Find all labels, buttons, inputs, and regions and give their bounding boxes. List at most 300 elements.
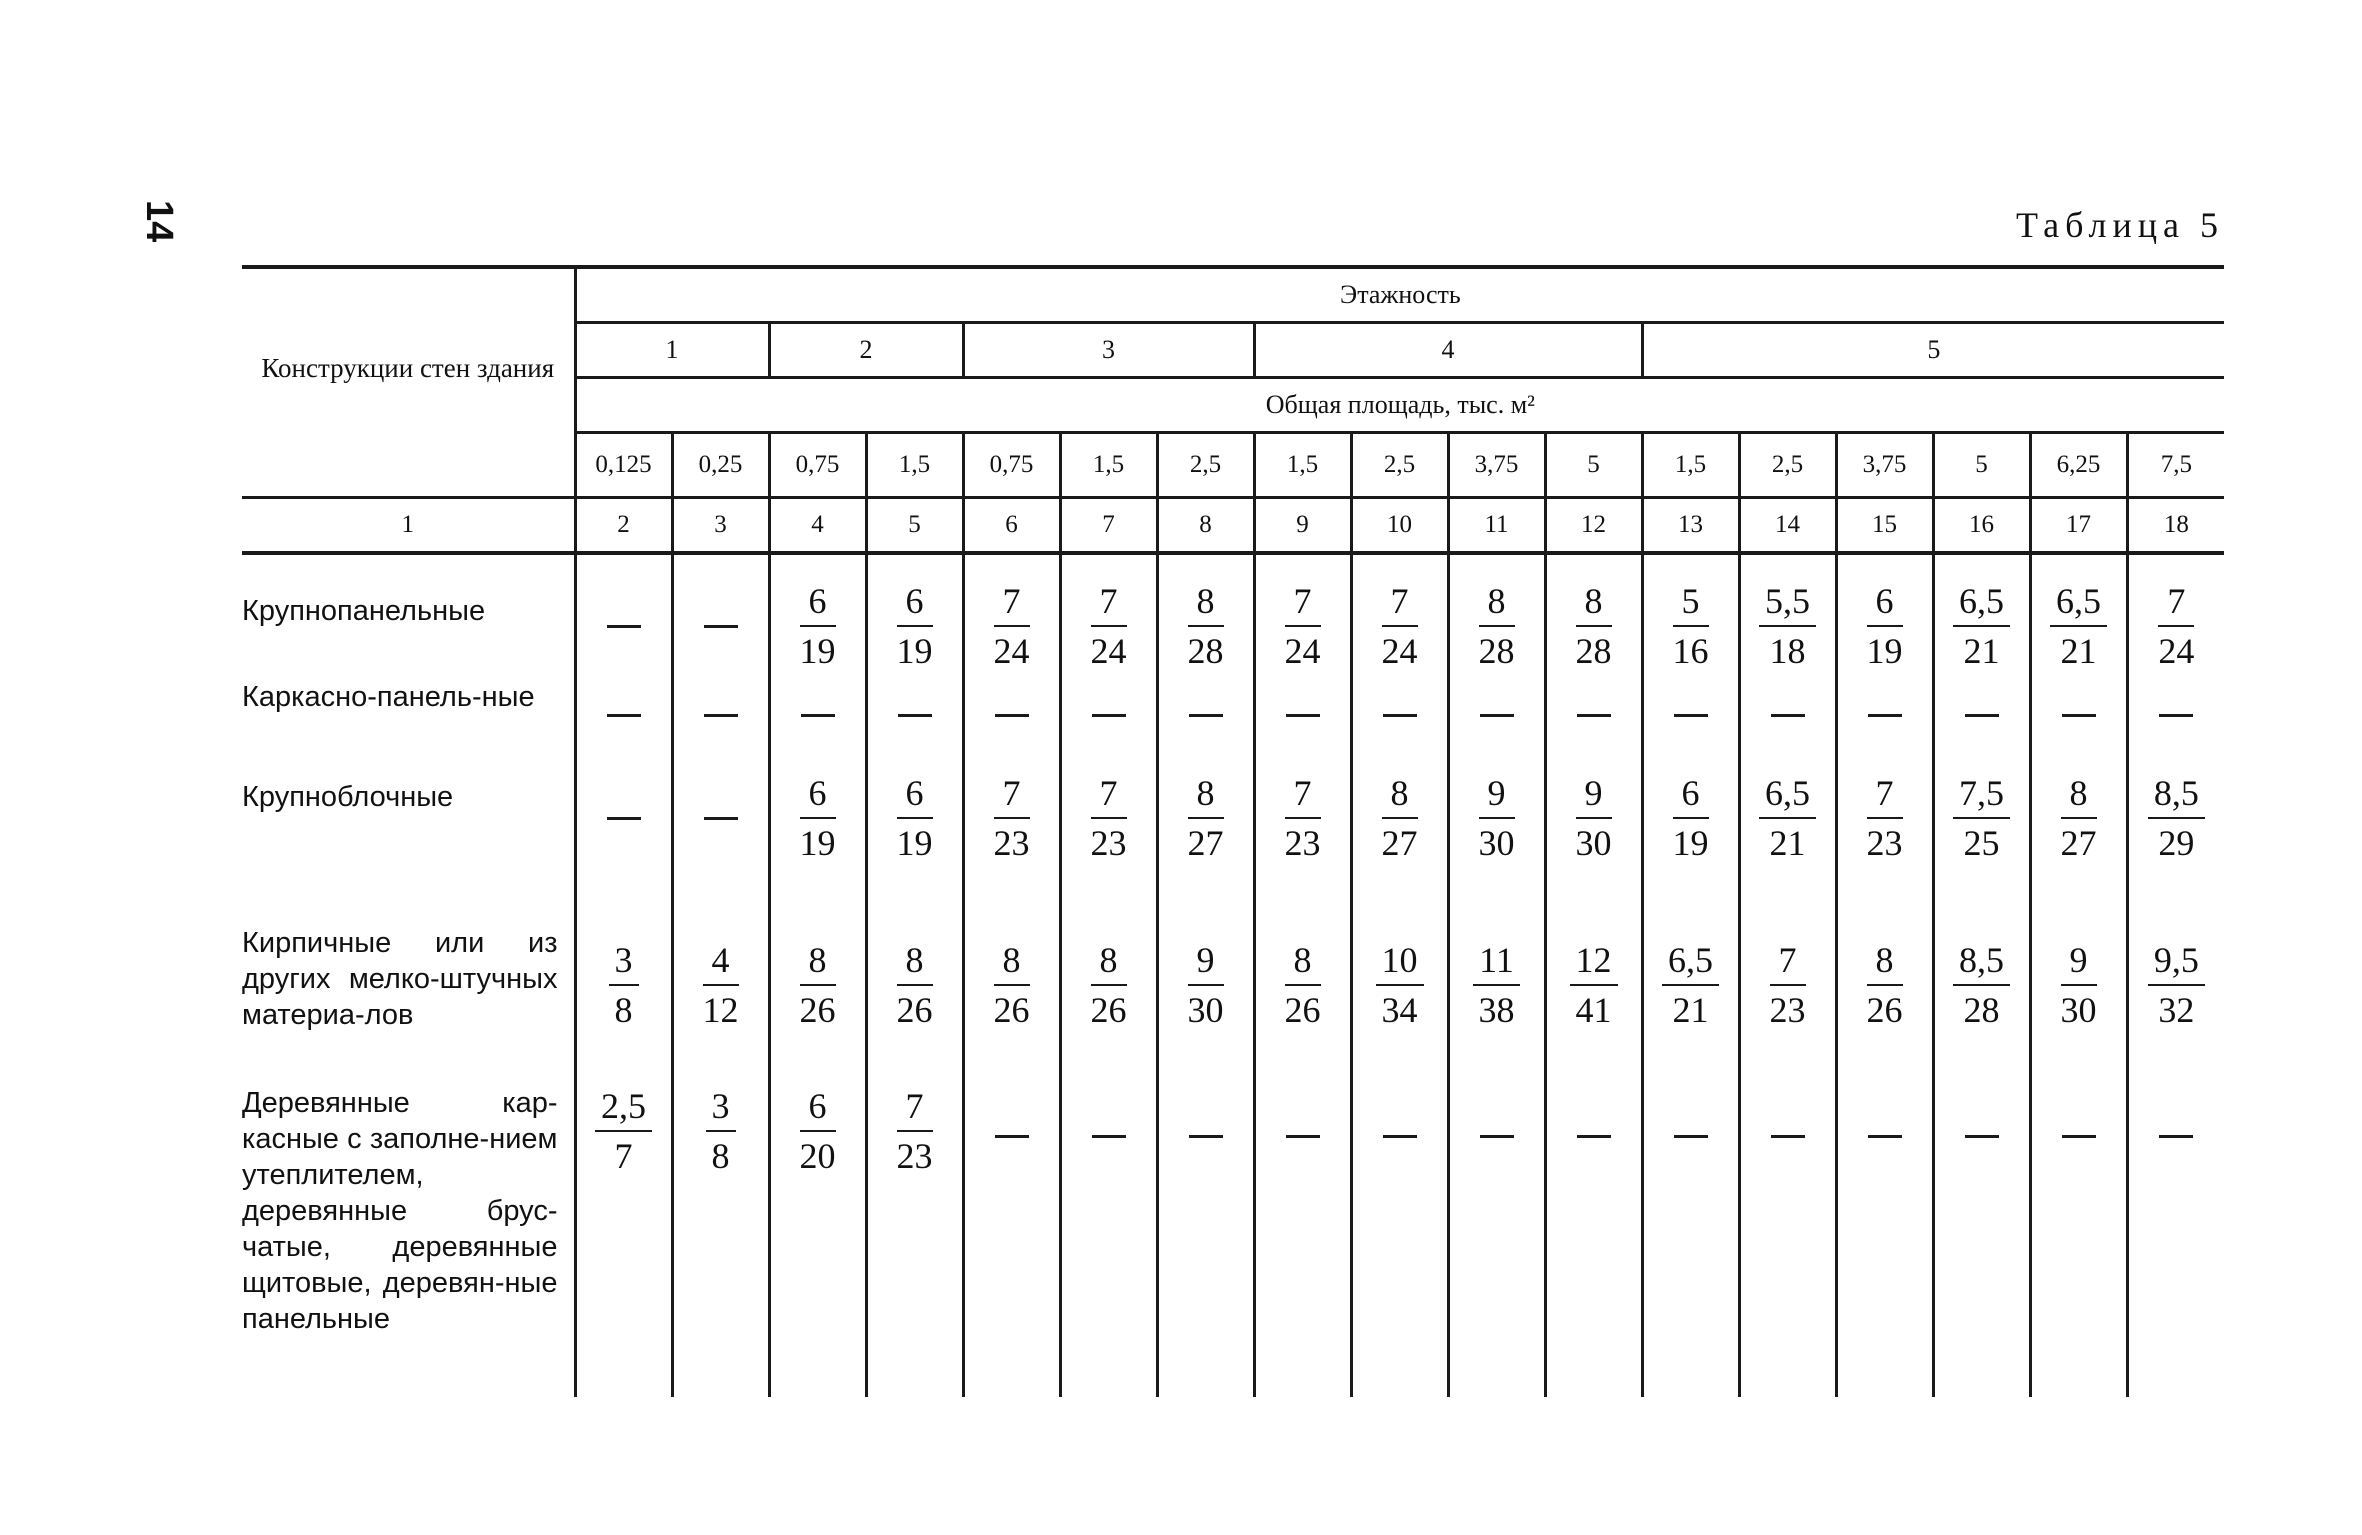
- fraction-value: [897, 1085, 933, 1177]
- fraction-numerator: 10: [1376, 939, 1424, 986]
- fraction-value: [1285, 939, 1321, 1031]
- data-cell: [1642, 885, 1739, 1085]
- fraction-value: [2148, 772, 2205, 864]
- row-label: Деревянные кар-касные с заполне-нием утеплителем, деревянные брус-чатые, деревянные щитовые, деревян-ные панельные: [242, 1087, 558, 1335]
- storey-group-header: 1: [575, 323, 769, 378]
- fraction-denominator: 16: [1672, 631, 1709, 671]
- fraction-denominator: 30: [2060, 990, 2097, 1030]
- fraction-numerator: 7: [1091, 580, 1127, 627]
- fraction-numerator: 7: [1285, 580, 1321, 627]
- data-cell: [769, 679, 866, 751]
- fraction-denominator: 38: [1478, 990, 1515, 1030]
- fraction-numerator: 7,5: [1953, 772, 2010, 819]
- fraction-numerator: 7: [897, 1085, 933, 1132]
- fraction-denominator: 26: [1866, 990, 1903, 1030]
- area-value-header: 2,5: [1739, 433, 1836, 498]
- dash-mark: [704, 817, 738, 820]
- data-cell: [1836, 573, 1933, 679]
- data-cell: [1739, 885, 1836, 1085]
- header-row-column-numbers: [242, 498, 2224, 554]
- data-cell: [2030, 1085, 2127, 1397]
- area-header: Общая площадь, тыс. м²: [575, 378, 2224, 433]
- fraction-value: [1673, 580, 1709, 672]
- dash-mark: [898, 714, 932, 717]
- fraction-numerator: 8: [994, 939, 1030, 986]
- spacer-cell: [769, 553, 866, 573]
- fraction-value: [1759, 580, 1816, 672]
- fraction-numerator: 8: [1576, 580, 1612, 627]
- table-title: Таблица 5: [2016, 205, 2224, 245]
- fraction-numerator: 9,5: [2148, 939, 2205, 986]
- data-cell: [963, 1085, 1060, 1397]
- data-cell: [1254, 1085, 1351, 1397]
- data-cell: [866, 573, 963, 679]
- fraction-value: [1576, 772, 1612, 864]
- area-value-header: 0,25: [672, 433, 769, 498]
- fraction-denominator: 23: [1284, 823, 1321, 863]
- column-number: 5: [866, 498, 963, 554]
- fraction-denominator: 27: [1187, 823, 1224, 863]
- spacer-cell: [1448, 553, 1545, 573]
- fraction-numerator: 7: [1382, 580, 1418, 627]
- data-cell: [1545, 885, 1642, 1085]
- fraction-value: [609, 939, 639, 1031]
- column-number: 4: [769, 498, 866, 554]
- fraction-value: [994, 772, 1030, 864]
- data-cell: [1933, 751, 2030, 885]
- fraction-value: [1662, 939, 1719, 1031]
- fraction-value: [2158, 580, 2194, 672]
- data-cell: [963, 573, 1060, 679]
- data-cell: [1545, 751, 1642, 885]
- column-number: 1: [242, 498, 575, 554]
- data-cell: [2030, 679, 2127, 751]
- spacer-cell: [1060, 553, 1157, 573]
- fraction-value: [703, 939, 739, 1031]
- fraction-denominator: 29: [2158, 823, 2195, 863]
- spacer-cell: [866, 553, 963, 573]
- spacer-cell: [2030, 553, 2127, 573]
- column-number: 8: [1157, 498, 1254, 554]
- fraction-value: [1479, 580, 1515, 672]
- data-cell: [1157, 751, 1254, 885]
- fraction-numerator: 6,5: [2050, 580, 2107, 627]
- column-number: 18: [2127, 498, 2224, 554]
- data-cell: [672, 573, 769, 679]
- dash-mark: [1480, 714, 1514, 717]
- column-number: 14: [1739, 498, 1836, 554]
- fraction-value: [1479, 772, 1515, 864]
- spacer-cell: [963, 553, 1060, 573]
- dash-mark: [1868, 1135, 1902, 1138]
- dash-mark: [607, 817, 641, 820]
- data-cell: [963, 751, 1060, 885]
- data-cell: [866, 885, 963, 1085]
- area-value-header: 1,5: [1060, 433, 1157, 498]
- area-value-header: 3,75: [1836, 433, 1933, 498]
- data-cell: [575, 679, 672, 751]
- spacer-cell: [1254, 553, 1351, 573]
- dash-mark: [1674, 714, 1708, 717]
- data-cell: [963, 885, 1060, 1085]
- dash-mark: [995, 714, 1029, 717]
- fraction-denominator: 23: [993, 823, 1030, 863]
- fraction-denominator: 27: [1381, 823, 1418, 863]
- fraction-denominator: 30: [1478, 823, 1515, 863]
- dash-mark: [995, 1135, 1029, 1138]
- fraction-value: [706, 1085, 736, 1177]
- fraction-denominator: 19: [896, 823, 933, 863]
- fraction-value: [1382, 772, 1418, 864]
- data-cell: [575, 1085, 672, 1397]
- dash-mark: [2159, 714, 2193, 717]
- data-cell: [769, 885, 866, 1085]
- fraction-value: [1188, 580, 1224, 672]
- fraction-denominator: 24: [1090, 631, 1127, 671]
- data-cell: [2127, 573, 2224, 679]
- fraction-denominator: 18: [1769, 631, 1806, 671]
- spacer-cell: [1933, 553, 2030, 573]
- data-cell: [1448, 885, 1545, 1085]
- data-cell: [963, 679, 1060, 751]
- fraction-numerator: 6: [1867, 580, 1903, 627]
- column-number: 15: [1836, 498, 1933, 554]
- data-cell: [1642, 1085, 1739, 1397]
- fraction-value: [1376, 939, 1424, 1031]
- data-cell: [1254, 679, 1351, 751]
- fraction-numerator: 8,5: [2148, 772, 2205, 819]
- dash-mark: [1771, 1135, 1805, 1138]
- storey-group-header: 2: [769, 323, 963, 378]
- fraction-denominator: 24: [1284, 631, 1321, 671]
- fraction-denominator: 26: [1284, 990, 1321, 1030]
- fraction-numerator: 7: [994, 772, 1030, 819]
- data-cell: [672, 679, 769, 751]
- storey-group-header: 3: [963, 323, 1254, 378]
- fraction-numerator: 4: [703, 939, 739, 986]
- dash-mark: [1771, 714, 1805, 717]
- data-cell: [1933, 885, 2030, 1085]
- fraction-numerator: 3: [609, 939, 639, 986]
- fraction-value: [1382, 580, 1418, 672]
- area-value-header: 0,75: [769, 433, 866, 498]
- fraction-numerator: 6: [800, 772, 836, 819]
- table-row: [242, 679, 2224, 751]
- dash-mark: [1286, 1135, 1320, 1138]
- data-cell: [1836, 679, 1933, 751]
- column-number: 9: [1254, 498, 1351, 554]
- fraction-value: [1285, 580, 1321, 672]
- fraction-value: [1285, 772, 1321, 864]
- dash-mark: [1092, 714, 1126, 717]
- fraction-value: [1188, 772, 1224, 864]
- fraction-denominator: 30: [1575, 823, 1612, 863]
- data-cell: [1351, 885, 1448, 1085]
- dash-mark: [1383, 1135, 1417, 1138]
- fraction-numerator: 12: [1570, 939, 1618, 986]
- fraction-denominator: 20: [799, 1136, 836, 1176]
- fraction-value: [800, 1085, 836, 1177]
- fraction-numerator: 7: [2158, 580, 2194, 627]
- fraction-numerator: 8: [1091, 939, 1127, 986]
- fraction-denominator: 28: [1963, 990, 2000, 1030]
- fraction-numerator: 9: [1576, 772, 1612, 819]
- data-cell: [1060, 679, 1157, 751]
- dash-mark: [2062, 1135, 2096, 1138]
- data-cell: [1836, 1085, 1933, 1397]
- table-row: [242, 573, 2224, 679]
- data-cell: [866, 1085, 963, 1397]
- data-cell: [672, 751, 769, 885]
- data-cell: [1351, 751, 1448, 885]
- fraction-numerator: 6: [897, 580, 933, 627]
- dash-mark: [1965, 714, 1999, 717]
- fraction-value: [1770, 939, 1806, 1031]
- area-value-header: 0,75: [963, 433, 1060, 498]
- data-cell: [2030, 885, 2127, 1085]
- fraction-numerator: 2,5: [595, 1085, 652, 1132]
- dash-mark: [607, 714, 641, 717]
- data-cell: [1933, 679, 2030, 751]
- spacer-cell: [1739, 553, 1836, 573]
- data-cell: [575, 573, 672, 679]
- fraction-numerator: 8: [1382, 772, 1418, 819]
- fraction-value: [1091, 580, 1127, 672]
- fraction-value: [994, 580, 1030, 672]
- dash-mark: [1577, 1135, 1611, 1138]
- fraction-numerator: 6: [800, 580, 836, 627]
- fraction-value: [2061, 772, 2097, 864]
- fraction-denominator: 24: [2158, 631, 2195, 671]
- column-number: 7: [1060, 498, 1157, 554]
- data-cell: [866, 751, 963, 885]
- fraction-denominator: 27: [2060, 823, 2097, 863]
- spacer-cell: [242, 553, 575, 573]
- fraction-numerator: 9: [1188, 939, 1224, 986]
- area-value-header: 2,5: [1351, 433, 1448, 498]
- data-cell: [1739, 573, 1836, 679]
- fraction-numerator: 11: [1473, 939, 1520, 986]
- spacer-cell: [1545, 553, 1642, 573]
- dash-mark: [1092, 1135, 1126, 1138]
- area-value-header: 5: [1545, 433, 1642, 498]
- data-cell: [1060, 885, 1157, 1085]
- spacer-cell: [1351, 553, 1448, 573]
- data-cell: [2127, 751, 2224, 885]
- fraction-denominator: 25: [1963, 823, 2000, 863]
- spacer-cell: [672, 553, 769, 573]
- spacer-cell: [1157, 553, 1254, 573]
- data-cell: [769, 1085, 866, 1397]
- fraction-denominator: 28: [1478, 631, 1515, 671]
- fraction-value: [2050, 580, 2107, 672]
- column-number: 13: [1642, 498, 1739, 554]
- fraction-denominator: 23: [1866, 823, 1903, 863]
- data-cell: [2127, 1085, 2224, 1397]
- data-cell: [575, 751, 672, 885]
- fraction-numerator: 6: [897, 772, 933, 819]
- fraction-denominator: 21: [1963, 631, 2000, 671]
- fraction-numerator: 8: [1479, 580, 1515, 627]
- fraction-denominator: 12: [702, 990, 739, 1030]
- storey-group-header: 4: [1254, 323, 1642, 378]
- fraction-numerator: 7: [1770, 939, 1806, 986]
- fraction-value: [994, 939, 1030, 1031]
- dash-mark: [2062, 714, 2096, 717]
- fraction-denominator: 24: [1381, 631, 1418, 671]
- spacer-cell: [575, 553, 672, 573]
- fraction-numerator: 7: [1867, 772, 1903, 819]
- dash-mark: [1286, 714, 1320, 717]
- data-cell: [1351, 573, 1448, 679]
- data-cell: [1157, 885, 1254, 1085]
- fraction-denominator: 26: [993, 990, 1030, 1030]
- data-cell: [1933, 1085, 2030, 1397]
- fraction-numerator: 9: [1479, 772, 1515, 819]
- fraction-numerator: 7: [1091, 772, 1127, 819]
- fraction-numerator: 9: [2061, 939, 2097, 986]
- fraction-denominator: 21: [1672, 990, 1709, 1030]
- fraction-value: [595, 1085, 652, 1177]
- column-number: 3: [672, 498, 769, 554]
- fraction-value: [1953, 939, 2010, 1031]
- dash-mark: [1189, 1135, 1223, 1138]
- header-row-storeys-label: [242, 267, 2224, 323]
- area-value-header: 1,5: [1254, 433, 1351, 498]
- fraction-denominator: 19: [1866, 631, 1903, 671]
- fraction-value: [1867, 939, 1903, 1031]
- data-cell: [1836, 885, 1933, 1085]
- data-cell: [1448, 573, 1545, 679]
- storeys-header: Этажность: [575, 267, 2224, 323]
- data-cell: [1254, 885, 1351, 1085]
- data-cell: [1642, 751, 1739, 885]
- dash-mark: [1480, 1135, 1514, 1138]
- fraction-value: [1570, 939, 1618, 1031]
- data-cell: [1254, 751, 1351, 885]
- fraction-numerator: 5: [1673, 580, 1709, 627]
- fraction-numerator: 6: [800, 1085, 836, 1132]
- data-cell: [1448, 751, 1545, 885]
- data-cell: [2127, 885, 2224, 1085]
- fraction-value: [1953, 772, 2010, 864]
- area-value-header: 5: [1933, 433, 2030, 498]
- row-label: Каркасно-панель-ные: [242, 681, 535, 713]
- fraction-value: [1576, 580, 1612, 672]
- data-cell: [1060, 573, 1157, 679]
- fraction-numerator: 3: [706, 1085, 736, 1132]
- data-cell: [1157, 1085, 1254, 1397]
- fraction-denominator: 19: [799, 823, 836, 863]
- data-cell: [1545, 573, 1642, 679]
- fraction-value: [2061, 939, 2097, 1031]
- fraction-denominator: 30: [1187, 990, 1224, 1030]
- fraction-numerator: 6,5: [1759, 772, 1816, 819]
- row-label: Крупноблочные: [242, 781, 454, 813]
- fraction-value: [1673, 772, 1709, 864]
- data-cell: [866, 679, 963, 751]
- data-cell: [769, 751, 866, 885]
- spacer-cell: [1836, 553, 1933, 573]
- fraction-denominator: 32: [2158, 990, 2195, 1030]
- fraction-value: [800, 939, 836, 1031]
- fraction-value: [800, 772, 836, 864]
- fraction-numerator: 5,5: [1759, 580, 1816, 627]
- fraction-denominator: 19: [1672, 823, 1709, 863]
- fraction-numerator: 8: [2061, 772, 2097, 819]
- spacer-row: [242, 553, 2224, 573]
- fraction-denominator: 26: [896, 990, 933, 1030]
- data-cell: [1739, 679, 1836, 751]
- fraction-numerator: 8: [1285, 939, 1321, 986]
- fraction-numerator: 7: [1285, 772, 1321, 819]
- spacer-cell: [2127, 553, 2224, 573]
- page-number: 14: [138, 200, 180, 243]
- data-cell: [1739, 1085, 1836, 1397]
- data-cell: [1642, 573, 1739, 679]
- dash-mark: [801, 714, 835, 717]
- dash-mark: [1189, 714, 1223, 717]
- fraction-numerator: 8: [1188, 580, 1224, 627]
- table-row: [242, 1085, 2224, 1397]
- data-cell: [672, 1085, 769, 1397]
- fraction-denominator: 21: [2060, 631, 2097, 671]
- fraction-numerator: 8,5: [1953, 939, 2010, 986]
- data-cell: [1642, 679, 1739, 751]
- dash-mark: [704, 714, 738, 717]
- dash-mark: [1965, 1135, 1999, 1138]
- fraction-denominator: 19: [896, 631, 933, 671]
- data-table: [242, 265, 2224, 1397]
- fraction-value: [897, 772, 933, 864]
- data-cell: [1060, 751, 1157, 885]
- dash-mark: [1383, 714, 1417, 717]
- fraction-numerator: 8: [1867, 939, 1903, 986]
- data-cell: [1157, 679, 1254, 751]
- fraction-numerator: 8: [800, 939, 836, 986]
- fraction-value: [1091, 939, 1127, 1031]
- fraction-numerator: 7: [994, 580, 1030, 627]
- fraction-denominator: 8: [614, 990, 633, 1030]
- column-number: 2: [575, 498, 672, 554]
- fraction-value: [1759, 772, 1816, 864]
- column-number: 16: [1933, 498, 2030, 554]
- column-number: 12: [1545, 498, 1642, 554]
- fraction-denominator: 26: [1090, 990, 1127, 1030]
- data-cell: [1448, 679, 1545, 751]
- storey-group-header: 5: [1642, 323, 2224, 378]
- fraction-denominator: 21: [1769, 823, 1806, 863]
- row-label: Кирпичные или из других мелко-штучных материа-лов: [242, 927, 558, 1031]
- data-cell: [1545, 1085, 1642, 1397]
- fraction-denominator: 41: [1575, 990, 1612, 1030]
- stub-header: Конструкции стен здания: [242, 267, 575, 498]
- dash-mark: [1577, 714, 1611, 717]
- data-cell: [1351, 1085, 1448, 1397]
- dash-mark: [607, 625, 641, 628]
- fraction-denominator: 28: [1187, 631, 1224, 671]
- fraction-value: [1091, 772, 1127, 864]
- fraction-numerator: 6,5: [1662, 939, 1719, 986]
- fraction-denominator: 19: [799, 631, 836, 671]
- fraction-denominator: 7: [614, 1136, 633, 1176]
- data-cell: [2127, 679, 2224, 751]
- fraction-value: [1473, 939, 1520, 1031]
- column-number: 17: [2030, 498, 2127, 554]
- area-value-header: 0,125: [575, 433, 672, 498]
- spacer-cell: [1642, 553, 1739, 573]
- data-cell: [575, 885, 672, 1085]
